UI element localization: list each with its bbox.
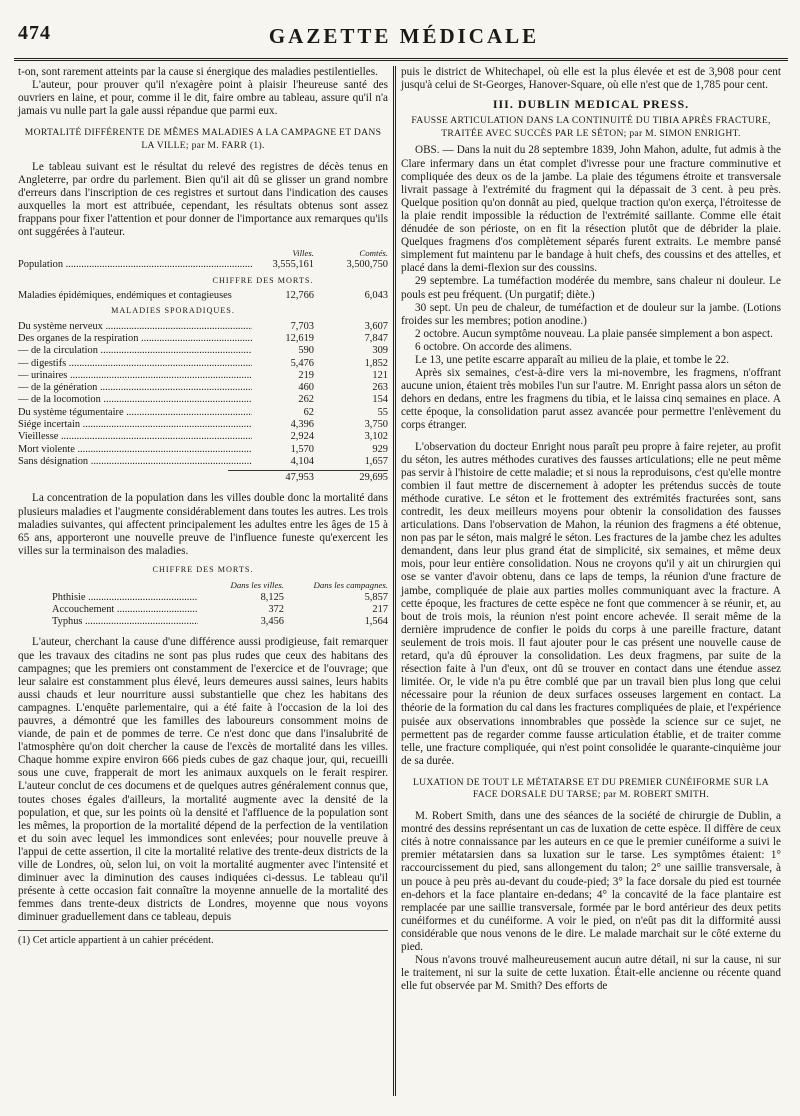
paragraph: 30 sept. Un peu de chaleur, de tuméfaction et de douleur sur la jambe. (Lotions froides sur les membres; potion anodine.) — [401, 301, 781, 327]
row-label: Typhus ..... — [52, 616, 198, 628]
col-header-villes: Dans les villes. — [230, 580, 284, 591]
row-value-1: 262 — [298, 394, 314, 406]
row-label: — de la circulation ..... — [18, 345, 252, 357]
paragraph: 6 octobre. On accorde des alimens. — [415, 340, 572, 353]
row-label: Du système nerveux ..... — [18, 321, 252, 333]
row-value-1: 372 — [268, 603, 284, 615]
table-row — [18, 604, 388, 616]
table-row — [18, 358, 388, 370]
row-value-2: 1,852 — [364, 357, 388, 369]
row-value-2: 309 — [372, 345, 388, 357]
row-value-2: 1,657 — [364, 455, 388, 467]
row-label: Population ..... — [18, 259, 252, 271]
disease-table — [18, 564, 388, 628]
row-value-1: 62 — [303, 406, 314, 418]
header-rule — [14, 58, 788, 61]
row-value-1: 8,125 — [260, 591, 284, 603]
paragraph: Le 13, une petite escarre apparaît au milieu de la plaie, et tombe le 22. — [415, 353, 730, 366]
article-heading-smith: LUXATION DE TOUT LE MÉTATARSE ET DU PREMIER CUNÉIFORME SUR LA FACE DORSALE DU TARSE; par M. ROBERT SMITH. — [412, 776, 770, 801]
row-label: — de la locomotion ..... — [18, 394, 252, 406]
row-label: — urinaires ..... — [18, 370, 252, 382]
row-value-2: 3,750 — [364, 418, 388, 430]
row-label: Accouchement ..... — [52, 604, 198, 616]
row-value-1: 590 — [298, 345, 314, 357]
table-row — [18, 290, 388, 302]
table-subheading: MALADIES SPORADIQUES. — [111, 306, 235, 316]
row-label: Du système tégumentaire ..... — [18, 407, 252, 419]
row-label: Mort violente ..... — [18, 444, 252, 456]
row-value-1: 460 — [298, 382, 314, 394]
page-number: 474 — [18, 22, 51, 44]
row-value-2: 1,564 — [364, 616, 388, 628]
col-header-comtes: Comtés. — [359, 248, 388, 259]
table-row — [18, 592, 388, 604]
table-subheading: CHIFFRE DES MORTS. — [152, 564, 254, 574]
col-header-campagnes: Dans les campagnes. — [313, 580, 388, 591]
table-row — [18, 456, 388, 468]
paragraph: 29 septembre. La tuméfaction modérée du membre, sans chaleur ni douleur. Le pouls est peu fréquent. (Un purgatif; diète.) — [401, 275, 781, 301]
row-value-2: 217 — [372, 603, 388, 615]
table-header — [18, 579, 388, 591]
col-header-villes: Villes. — [292, 248, 314, 259]
row-label: Phthisie ..... — [52, 592, 198, 604]
row-value-villes: 3,555,161 — [272, 259, 314, 271]
article-heading-enright: FAUSSE ARTICULATION DANS LA CONTINUITÉ DU TIBIA APRÈS FRACTURE, TRAITÉE AVEC SUCCÈS PAR LE SÉTON; par M. SIMON ENRIGHT. — [411, 115, 771, 139]
row-value-1: 4,104 — [290, 455, 314, 467]
observation: OBS. — Dans la nuit du 28 septembre 1839, John Mahon, adulte, fut admis à the Clare infermary dans un état complet d'ivresse pour une fracture comminutive et compliquée des deux os de la jambe. La plaie des tégumens étroite et transversale livrait passage à l'extrémité du fragment qui la dépassait de 3 cent. à peu près. Quelque position qu'on donnât au pied, quelque traction qu'on exerça, l'étroitesse de la plaie rendit impossible la réduction de l'extrémité saillante. Comme elle était dénudée de son périoste, on en fit la résection plutôt que de débrider la plaie. Quelques fragmens d'os complètement séparés furent extraits. Le membre pansé simplement fut maintenu par le bandage à huit chefs, des coussins et des attelles, et placé dans la demi-flexion sur des coussins. — [401, 144, 781, 275]
row-label: Sans désignation ..... — [18, 456, 252, 468]
table-row — [18, 333, 388, 345]
row-value-comtes: 3,500,750 — [346, 259, 388, 271]
section-title: III. DUBLIN MEDICAL PRESS. — [492, 97, 690, 112]
table-row — [18, 431, 388, 443]
table-row — [18, 407, 388, 419]
table-row — [18, 394, 388, 406]
table-header — [18, 247, 388, 259]
row-value-1: 2,924 — [290, 431, 314, 443]
row-value-1: 219 — [298, 369, 314, 381]
table-row — [18, 321, 388, 333]
row-value-2: 263 — [372, 382, 388, 394]
table-row — [18, 259, 388, 271]
paragraph: L'observation du docteur Enright nous paraît peu propre à faire rejeter, au profit du séton, les autres méthodes curatives des fausses articulations; elle ne peut même pas servir à l'histoire de cette maladie; et si nous la reproduisons, c'est qu'elle montre combien il faut mettre de discernement à adopter les prétendus succès de toute méthode curative. Le séton et le frottement des extrémités fracturées sont, sans contredit, les deux meilleurs moyens pour obtenir la consolidation des fausses articulations. Dans l'observation de Mahon, la réunion des fragmens a été obtenue, non pas par le séton, mais malgré le séton. Les fractures de la jambe chez les adultes demandent, dans leur plus grand état de simplicité, six semaines, et même deux mois, pour leur entière consolidation. Nous ne croyons qu'il y ait un chirurgien qui ose se vanter d'avoir obtenu, dans ce laps de temps, la réunion d'une fracture de jambe, compliquée de plaie aux parties molles communiquant avec la fracture. A cette époque, les fractures de cette espèce ne font que commencer à se réunir, et, au bout de trois mois, la réunion n'est point encore achevée. Il serait même de la dernière imprudence de confier le poids du corps à une pareille fracture, datant seulement de trois mois. Il faut ajouter pour le cas présent une nouvelle cause de retard, qu'a dû éprouver la consolidation. Les deux fragmens, par suite de la résection faite à l'un d'eux, ont dû se trouver en contact dans une étendue assez limitée. Or, le vide n'a pu être comblé que par un travail bien plus long que celui nécessaire pour la réunion de deux surfaces osseuses largement en contact. La théorie de la formation du cal dans les fractures compliquées de plaie, et l'expérience puisée aux observations innombrables que possède la science sur ce sujet, ne permettent pas de regarder comme fausse articulation établie, et de traiter comme telle, une fracture compliquée, qui n'est point consolidée le quarante-cinquième jour de sa durée. — [401, 440, 781, 767]
table-row — [18, 382, 388, 394]
table-totals — [228, 470, 388, 484]
mortality-table — [18, 247, 388, 484]
row-label: — de la génération ..... — [18, 382, 252, 394]
journal-title: GAZETTE MÉDICALE — [268, 24, 540, 48]
row-value-1: 12,619 — [285, 332, 314, 344]
article-heading-farr: MORTALITÉ DIFFÉRENTE DE MÊMES MALADIES A LA CAMPAGNE ET DANS LA VILLE; par M. FARR (1). — [24, 127, 382, 151]
paragraph: L'auteur, pour prouver qu'il n'exagère point à plaisir l'heureuse santé des ouvriers en laine, et pour, comme il le dit, faire ombre au tableau, assure qu'il n'a jamais vu nulle part la gale aussi répandue que parmi eux. — [18, 79, 388, 118]
paragraph: Nous n'avons trouvé malheureusement aucun autre détail, ni sur la cause, ni sur le traitement, ni sur la suite de cette luxation. Était-elle ancienne ou récente quand elle fut observée par M. Smith? Des efforts de — [401, 954, 781, 993]
row-label: Des organes de la respiration ..... — [18, 333, 252, 345]
paragraph: L'auteur, cherchant la cause d'une différence aussi prodigieuse, fait remarquer que les travaux des citadins ne sont pas plus rudes que ceux des habitans des campagnes; que les premiers ont constamment de l'exercice et de l'ouvrage; que leur salaire est constamment plus élevé, leurs demeures aussi saines, leurs habits aussi chauds et leur nourriture aussi substantielle que chez les habitans des campagnes. L'enquête parlementaire, qui a été faite à l'occasion de la loi des pauvres, a démontré que les familles des laboureurs consomment moins de viande, de pain et de pommes de terre. Ce n'est donc que dans l'insalubrité de l'atmosphère qu'on doit chercher la cause de l'excès de mortalité dans les villes. Chaque homme expire environ 666 pieds cubes de gaz chaque jour, qui, recueilli sous une cuve, frapperait de mort les animaux auxquels on le ferait respirer. L'auteur conclut de ces documens et de quelques autres généralement connus que, toutes choses égales d'ailleurs, la mortalité augmente avec la densité de la population, et que, sur les points où la densité et l'affluence de la population sont les mêmes, la proportion de la mortalité dépend de la perfection de la ventilation et du soin avec lequel les immondices sont enlevées; pour nouvelle preuve à l'appui de cette assertion, il cite la mortalité relative des trente-deux districts de la ville de Londres, où, selon lui, on voit la mortalité augmenter avec l'intensité et diminuer avec la diminution des causes indiquées ci-dessus. Le tableau qu'il présente à cette occasion fait connaître la moyenne annuelle de la mortalité des femmes dans trente-deux districts de Londres, moyenne que nous voyons diminuer graduellement dans ce tableau, depuis — [18, 636, 388, 924]
row-label: Maladies épidémiques, endémiques et contagieuses — [18, 290, 232, 302]
row-value-2: 121 — [372, 369, 388, 381]
row-value-2: 154 — [372, 394, 388, 406]
paragraph: Après six semaines, c'est-à-dire vers la mi-novembre, les fragmens, n'offrant aucune union, étaient très mobiles l'un sur l'autre. M. Enright passa alors un séton de dehors en dedans, entre les fragmens du tibia, et le laissa cinq semaines en place. A cette époque, la consolidation parut assez avancée pour permettre l'enlèvement du corps étranger. — [401, 367, 781, 432]
paragraph: La concentration de la population dans les villes double donc la mortalité dans plusieurs maladies et l'augmente considérablement dans toutes les autres. Les trois maladies suivantes, qui affectent principalement les adultes entre les âges de 15 à 65 ans, apporteront une nouvelle preuve de l'influence funeste qu'exercent les villes sur la terminaison des maladies. — [18, 492, 388, 557]
table-body — [18, 321, 388, 469]
table-row — [18, 370, 388, 382]
page-header — [18, 10, 790, 50]
column-divider — [393, 66, 396, 1096]
row-value-2: 3,102 — [364, 431, 388, 443]
footnote: (1) Cet article appartient à un cahier précédent. — [18, 930, 388, 947]
table-row — [18, 419, 388, 431]
table-row — [18, 616, 388, 628]
row-label: — digestifs ..... — [18, 358, 252, 370]
table-subheading: CHIFFRE DES MORTS. — [212, 275, 314, 285]
row-value-villes: 12,766 — [285, 290, 314, 302]
row-value-2: 929 — [372, 443, 388, 455]
table-row — [18, 444, 388, 456]
total-comtes: 29,695 — [359, 472, 388, 484]
paragraph: M. Robert Smith, dans une des séances de la société de chirurgie de Dublin, a montré des dessins représentant un cas de luxation de cette espèce. Il diffère de ceux cités à notre connaissance par les auteurs en ce que le premier cunéiforme a suivi le premier métatarsien dans sa luxation sur le tarse. Les symptômes étaient: 1° raccourcissement du pied, sans allongement du talon; 2° une saillie transversale, à un pouce à peu près au-devant du coude-pied; 3° la face dorsale du pied est tournée en-dehors et la face plantaire en-dedans; 4° la concavité de la face plantaire est remplacée par une saillie transversale, formée par le bord antérieur des deux petits cunéiformes et du cunéiforme. A voir le pied, on n'eût pas dit la difformité aussi considérable que nous venons de le dire. Le malade marchait sur le côté externe du pied. — [401, 810, 781, 953]
paragraph: Le tableau suivant est le résultat du relevé des registres de décès tenus en Angleterre, par ordre du parlement. Bien qu'il ait dû se glisser un grand nombre d'erreurs dans l'inscription de ces registres et surtout dans l'indication des causes auxquelles la mort est attribuée, cependant, les résultats obtenus sont assez frappans pour fixer l'attention et pour donner de l'importance aux remarques qu'ils ont suggérées à l'auteur. — [18, 160, 388, 239]
table-body — [18, 592, 388, 629]
paragraph: 2 octobre. Aucun symptôme nouveau. La plaie pansée simplement a bon aspect. — [415, 327, 773, 340]
total-villes: 47,953 — [285, 472, 314, 484]
row-value-2: 55 — [377, 406, 388, 418]
row-label: Vieillesse ..... — [18, 431, 252, 443]
paragraph: t-on, sont rarement atteints par la cause si énergique des maladies pestilentielles. — [18, 66, 378, 78]
row-value-1: 7,703 — [290, 320, 314, 332]
row-value-1: 5,476 — [290, 357, 314, 369]
paragraph: puis le district de Whitechapel, où elle est la plus élevée et est de 3,908 pour cent jusqu'à celui de St-Georges, Hanover-Square, où elle n'est que de 1,785 pour cent. — [401, 66, 781, 92]
row-value-comtes: 6,043 — [364, 290, 388, 302]
row-value-2: 3,607 — [364, 320, 388, 332]
row-value-1: 4,396 — [290, 418, 314, 430]
row-value-2: 5,857 — [364, 591, 388, 603]
right-column — [401, 66, 781, 993]
row-value-2: 7,847 — [364, 332, 388, 344]
row-value-1: 1,570 — [290, 443, 314, 455]
row-label: Siége incertain ..... — [18, 419, 252, 431]
row-value-1: 3,456 — [260, 616, 284, 628]
table-row — [18, 345, 388, 357]
left-column — [18, 66, 388, 948]
